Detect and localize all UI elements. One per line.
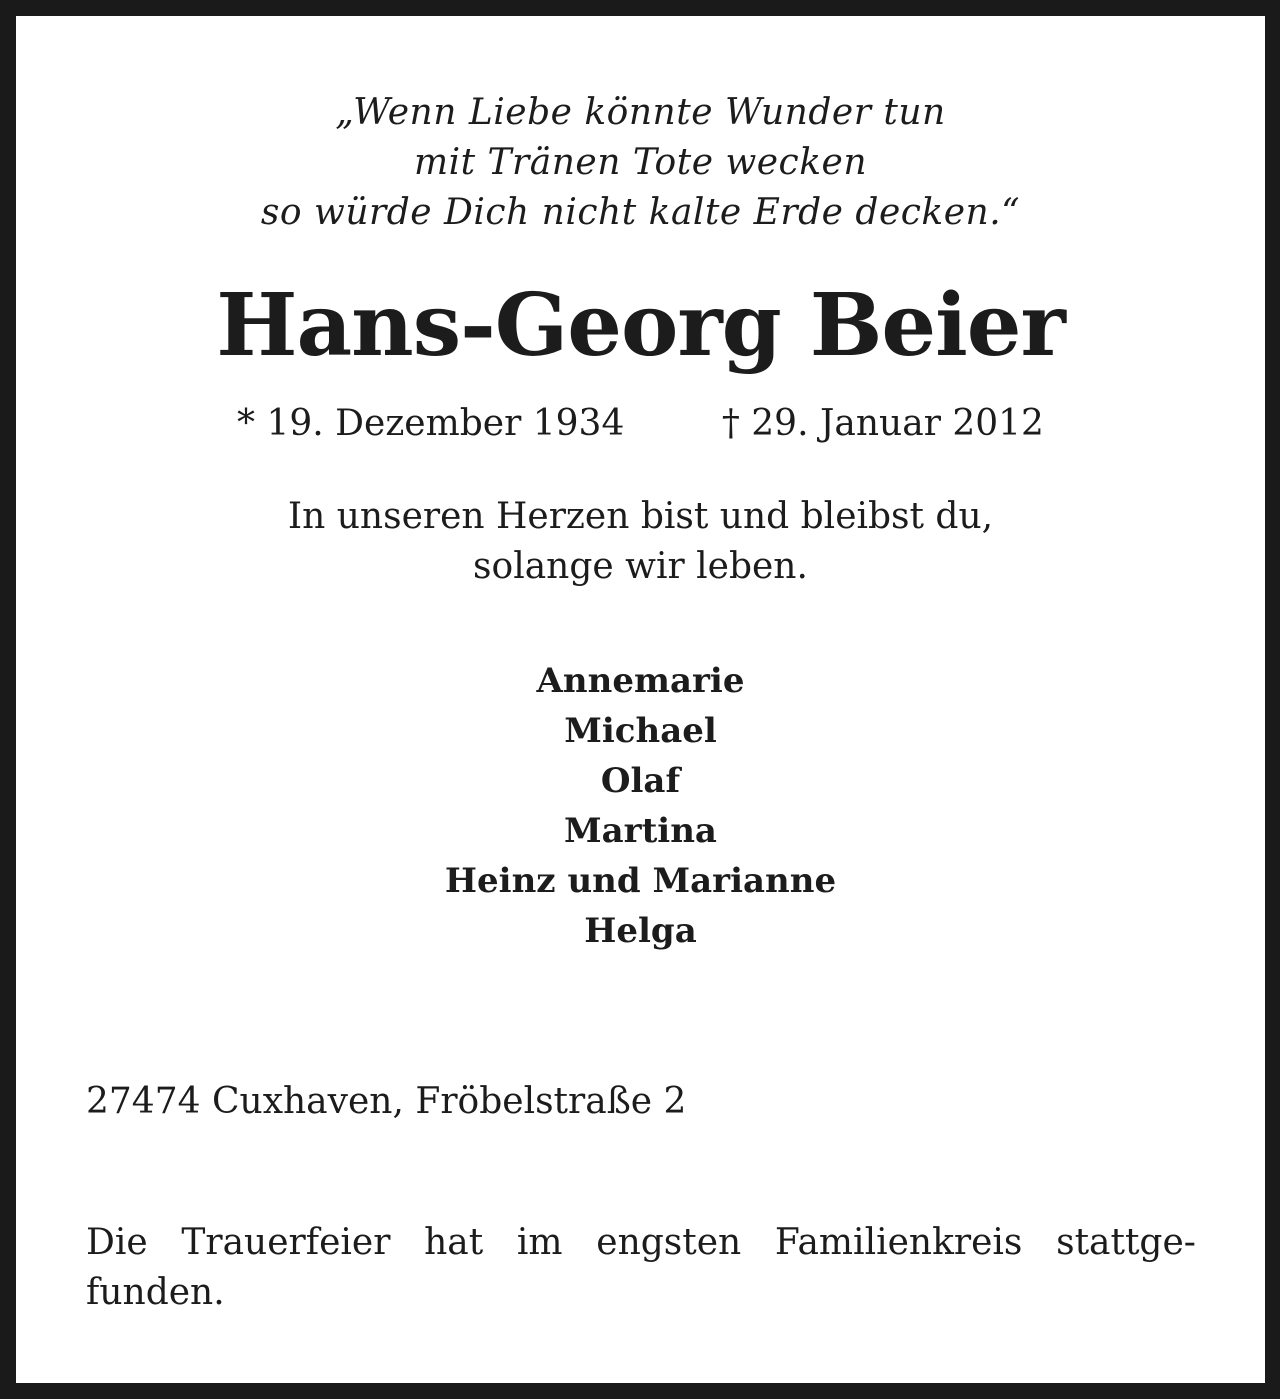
motto-line: solange wir leben.	[473, 546, 808, 587]
quote-line: mit Tränen Tote wecken	[413, 142, 868, 183]
memorial-quote	[16, 88, 1265, 238]
mourners-list	[16, 656, 1265, 956]
funeral-note-word: Familienkreis	[774, 1222, 1023, 1263]
mourner-name: Michael	[564, 711, 717, 751]
deceased-name: Hans-Georg Beier	[216, 275, 1065, 376]
quote-line: „Wenn Liebe könnte Wunder tun	[335, 92, 946, 133]
motto-line: In unseren Herzen bist und bleibst du,	[287, 496, 994, 537]
death-date: † 29. Januar 2012	[721, 403, 1044, 444]
obituary-notice	[16, 16, 1265, 1383]
family-address: 27474 Cuxhaven, Fröbelstraße 2	[86, 1081, 687, 1122]
mourner-name: Olaf	[600, 761, 681, 801]
funeral-note-word: Trauerfeier	[181, 1222, 391, 1263]
mourner-name: Martina	[564, 811, 717, 851]
funeral-note-line	[86, 1218, 1196, 1268]
funeral-note-word: Die	[86, 1222, 148, 1263]
birth-date: * 19. Dezember 1934	[237, 403, 625, 444]
mourner-name: Helga	[584, 911, 697, 951]
funeral-note-word: hat	[424, 1222, 484, 1263]
funeral-note-word: engsten	[596, 1222, 742, 1263]
mourner-name: Annemarie	[536, 661, 745, 701]
quote-line: so würde Dich nicht kalte Erde decken.“	[260, 192, 1021, 233]
funeral-note-word: im	[516, 1222, 563, 1263]
memorial-motto	[16, 492, 1265, 592]
funeral-note	[86, 1218, 1196, 1318]
funeral-note-word: stattge-	[1056, 1222, 1196, 1263]
life-dates	[16, 400, 1265, 448]
mourner-name: Heinz und Marianne	[444, 861, 837, 901]
funeral-note-continuation: funden.	[86, 1272, 225, 1313]
